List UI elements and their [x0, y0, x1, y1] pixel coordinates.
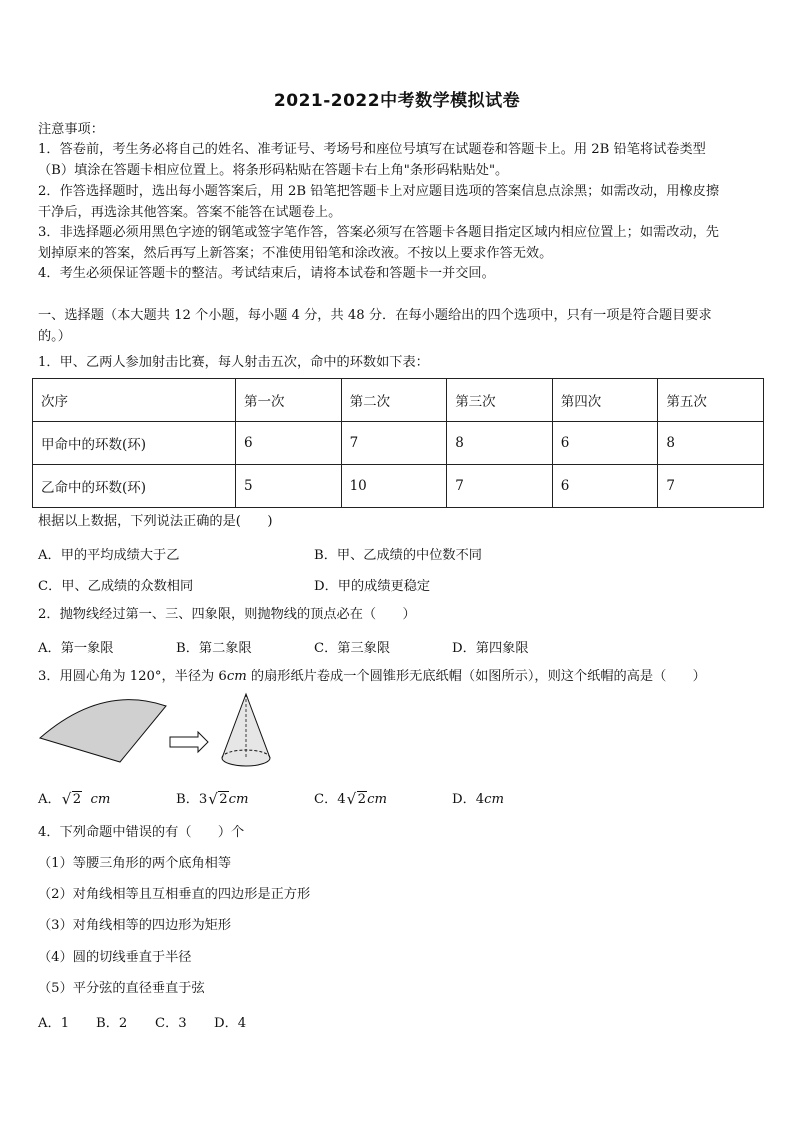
- notice-line: 3．非选择题必须用黑色字迹的钢笔或签字笔作答，答案必须写在答题卡各题目指定区域内相应位置上；如需改动，先: [38, 225, 719, 240]
- table-header-cell: 次序: [33, 379, 236, 422]
- option-label: A．: [38, 792, 61, 807]
- q1-option-a: A．甲的平均成绩大于乙: [38, 548, 180, 563]
- table-cell: 5: [236, 465, 342, 508]
- arrow-right-icon: [170, 732, 208, 752]
- notice-line: 1．答卷前，考生务必将自己的姓名、准考证号、考场号和座位号填写在试题卷和答题卡上。用 2B 铅笔将试卷类型: [38, 142, 706, 157]
- sector-shape: [40, 700, 166, 762]
- notice-line: （B）填涂在答题卡相应位置上。将条形码粘贴在答题卡右上角"条形码粘贴处"。: [38, 163, 509, 178]
- option-label: C．4: [314, 792, 346, 807]
- q3-stem: [38, 668, 706, 686]
- q2-stem: 2．抛物线经过第一、三、四象限，则抛物线的顶点必在（ ）: [38, 607, 416, 622]
- q4-option-d: D．4: [214, 1016, 247, 1031]
- q4-item: （2）对角线相等且互相垂直的四边形是正方形: [38, 887, 311, 902]
- q4-option-b: B．2: [96, 1016, 128, 1031]
- notice-line: 2．作答选择题时，选出每小题答案后，用 2B 铅笔把答题卡上对应题目选项的答案信息点涂黑；如需改动，用橡皮擦: [38, 184, 720, 199]
- score-table: [32, 378, 764, 508]
- q4-item: （3）对角线相等的四边形为矩形: [38, 918, 232, 933]
- radicand: 2: [219, 792, 228, 807]
- section-heading-cont: 的。）: [38, 329, 71, 344]
- option-label: D．4: [452, 792, 485, 807]
- q4-item: （1）等腰三角形的两个底角相等: [38, 856, 232, 871]
- notice-line: 4．考生必须保证答题卡的整洁。考试结束后，请将本试卷和答题卡一并交回。: [38, 266, 495, 281]
- q3-option-a: [38, 788, 110, 807]
- table-cell: 7: [658, 465, 764, 508]
- table-cell: 甲命中的环数(环): [33, 422, 236, 465]
- table-header-row: [33, 379, 764, 422]
- q1-question: 根据以上数据，下列说法正确的是( ): [38, 514, 273, 529]
- q3-stem-post: 的扇形纸片卷成一个圆锥形无底纸帽（如图所示），则这个纸帽的高是（ ）: [246, 669, 706, 684]
- unit: cm: [90, 792, 111, 807]
- unit: cm: [228, 792, 249, 807]
- radicand: 2: [72, 792, 82, 807]
- notice-line: 划掉原来的答案，然后再写上新答案；不准使用铅笔和涂改液。不按以上要求作答无效。: [38, 246, 553, 261]
- q1-option-d: D．甲的成绩更稳定: [314, 579, 431, 594]
- q4-stem: 4．下列命题中错误的有（ ）个: [38, 825, 245, 840]
- q1-stem: 1．甲、乙两人参加射击比赛，每人射击五次，命中的环数如下表：: [38, 355, 429, 370]
- section-heading: 一、选择题（本大题共 12 个小题，每小题 4 分，共 48 分．在每小题给出的四个选项中，只有一项是符合题目要求: [38, 308, 712, 323]
- q4-option-a: A．1: [38, 1016, 70, 1031]
- table-cell: 6: [236, 422, 342, 465]
- sqrt-icon: [209, 792, 228, 807]
- table-cell: 8: [447, 422, 553, 465]
- q1-option-c: C．甲、乙成绩的众数相同: [38, 579, 194, 594]
- notice-line: 干净后，再选涂其他答案。答案不能答在试题卷上。: [38, 205, 342, 220]
- q3-stem-unit: cm: [226, 669, 247, 684]
- sqrt-icon: [63, 792, 82, 807]
- q3-figure: [36, 690, 296, 780]
- table-cell: 10: [341, 465, 447, 508]
- notice-heading: 注意事项：: [38, 122, 104, 137]
- q2-option-a: A．第一象限: [38, 641, 114, 656]
- table-cell: 7: [447, 465, 553, 508]
- q2-option-d: D．第四象限: [452, 641, 529, 656]
- table-header-cell: 第三次: [447, 379, 553, 422]
- q4-option-c: C．3: [155, 1016, 187, 1031]
- table-cell: 7: [341, 422, 447, 465]
- q4-item: （4）圆的切线垂直于半径: [38, 950, 192, 965]
- unit: cm: [484, 792, 505, 807]
- q4-item: （5）平分弦的直径垂直于弦: [38, 981, 205, 996]
- table-cell: 8: [658, 422, 764, 465]
- q1-option-b: B．甲、乙成绩的中位数不同: [314, 548, 482, 563]
- sqrt-icon: [348, 792, 367, 807]
- q3-option-b: [176, 788, 249, 807]
- table-header-cell: 第二次: [341, 379, 447, 422]
- q2-option-c: C．第三象限: [314, 641, 391, 656]
- page-title: 2021-2022中考数学模拟试卷: [273, 91, 521, 111]
- table-header-cell: 第五次: [658, 379, 764, 422]
- unit: cm: [367, 792, 387, 807]
- table-row: [33, 422, 764, 465]
- radicand: 2: [357, 792, 367, 807]
- table-cell: 6: [552, 422, 658, 465]
- table-header-cell: 第四次: [552, 379, 658, 422]
- table-row: [33, 465, 764, 508]
- table-cell: 6: [552, 465, 658, 508]
- q3-stem-pre: 3．用圆心角为 120°，半径为 6: [38, 669, 227, 684]
- table-header-cell: 第一次: [236, 379, 342, 422]
- option-label: B．3: [176, 792, 208, 807]
- q3-option-c: [314, 788, 387, 807]
- table-cell: 乙命中的环数(环): [33, 465, 236, 508]
- q2-option-b: B．第二象限: [176, 641, 252, 656]
- q3-option-d: [452, 788, 504, 807]
